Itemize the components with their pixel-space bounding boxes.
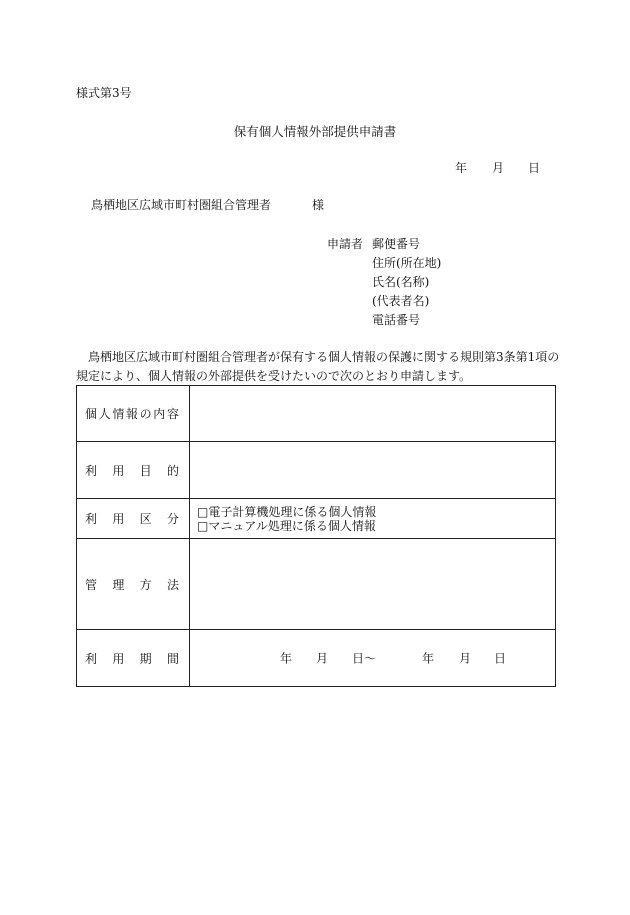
representative-label: (代表者名) xyxy=(372,294,430,308)
application-table xyxy=(76,385,556,687)
option-manual-checkbox[interactable]: □マニュアル処理に係る個人情報 xyxy=(197,518,376,533)
period-end-day: 日 xyxy=(494,651,507,666)
category-options xyxy=(190,499,556,539)
phone-label: 電話番号 xyxy=(372,313,421,327)
postal-code-label: 郵便番号 xyxy=(372,237,421,251)
table-row-category xyxy=(77,499,556,539)
period-end-year: 年 xyxy=(422,651,435,666)
purpose-field[interactable] xyxy=(190,442,556,499)
applicant-label: 申請者 xyxy=(327,237,364,251)
label-personal-info-content: 個 人 情 報 の 内 容 xyxy=(77,386,190,442)
period-start-year: 年 xyxy=(280,651,293,666)
table-row-management xyxy=(77,539,556,630)
label-period: 利 用 期 間 xyxy=(77,630,190,687)
period-field[interactable] xyxy=(190,630,556,687)
applicant-fields xyxy=(372,238,441,333)
addressee-suffix: 様 xyxy=(312,198,325,212)
label-category: 利 用 区 分 xyxy=(77,499,190,539)
personal-info-content-field[interactable] xyxy=(190,386,556,442)
address-label: 住所(所在地) xyxy=(372,256,442,270)
option-electronic-checkbox[interactable]: □電子計算機処理に係る個人情報 xyxy=(197,504,377,519)
table-row-content xyxy=(77,386,556,442)
addressee-name: 鳥栖地区広域市町村圏組合管理者 xyxy=(91,198,272,212)
label-management: 管 理 方 法 xyxy=(77,539,190,630)
date-year-label: 年 xyxy=(455,161,468,175)
date-day-label: 日 xyxy=(528,161,541,175)
period-end-month: 月 xyxy=(459,651,472,666)
form-number: 様式第3号 xyxy=(76,86,132,100)
body-paragraph: 鳥栖地区広域市町村圏組合管理者が保有する個人情報の保護に関する規則第3条第1項の規定により、個人情報の外部提供を受けたいので次のとおり申請します。 xyxy=(76,350,560,383)
period-start-month: 月 xyxy=(316,651,329,666)
name-label: 氏名(名称) xyxy=(372,275,430,289)
table-row-period xyxy=(77,630,556,687)
document-title: 保有個人情報外部提供申請書 xyxy=(233,124,397,139)
label-purpose: 利 用 目 的 xyxy=(77,442,190,499)
table-row-purpose xyxy=(77,442,556,499)
period-start-day: 日〜 xyxy=(352,651,377,666)
management-field[interactable] xyxy=(190,539,556,630)
date-month-label: 月 xyxy=(492,161,505,175)
